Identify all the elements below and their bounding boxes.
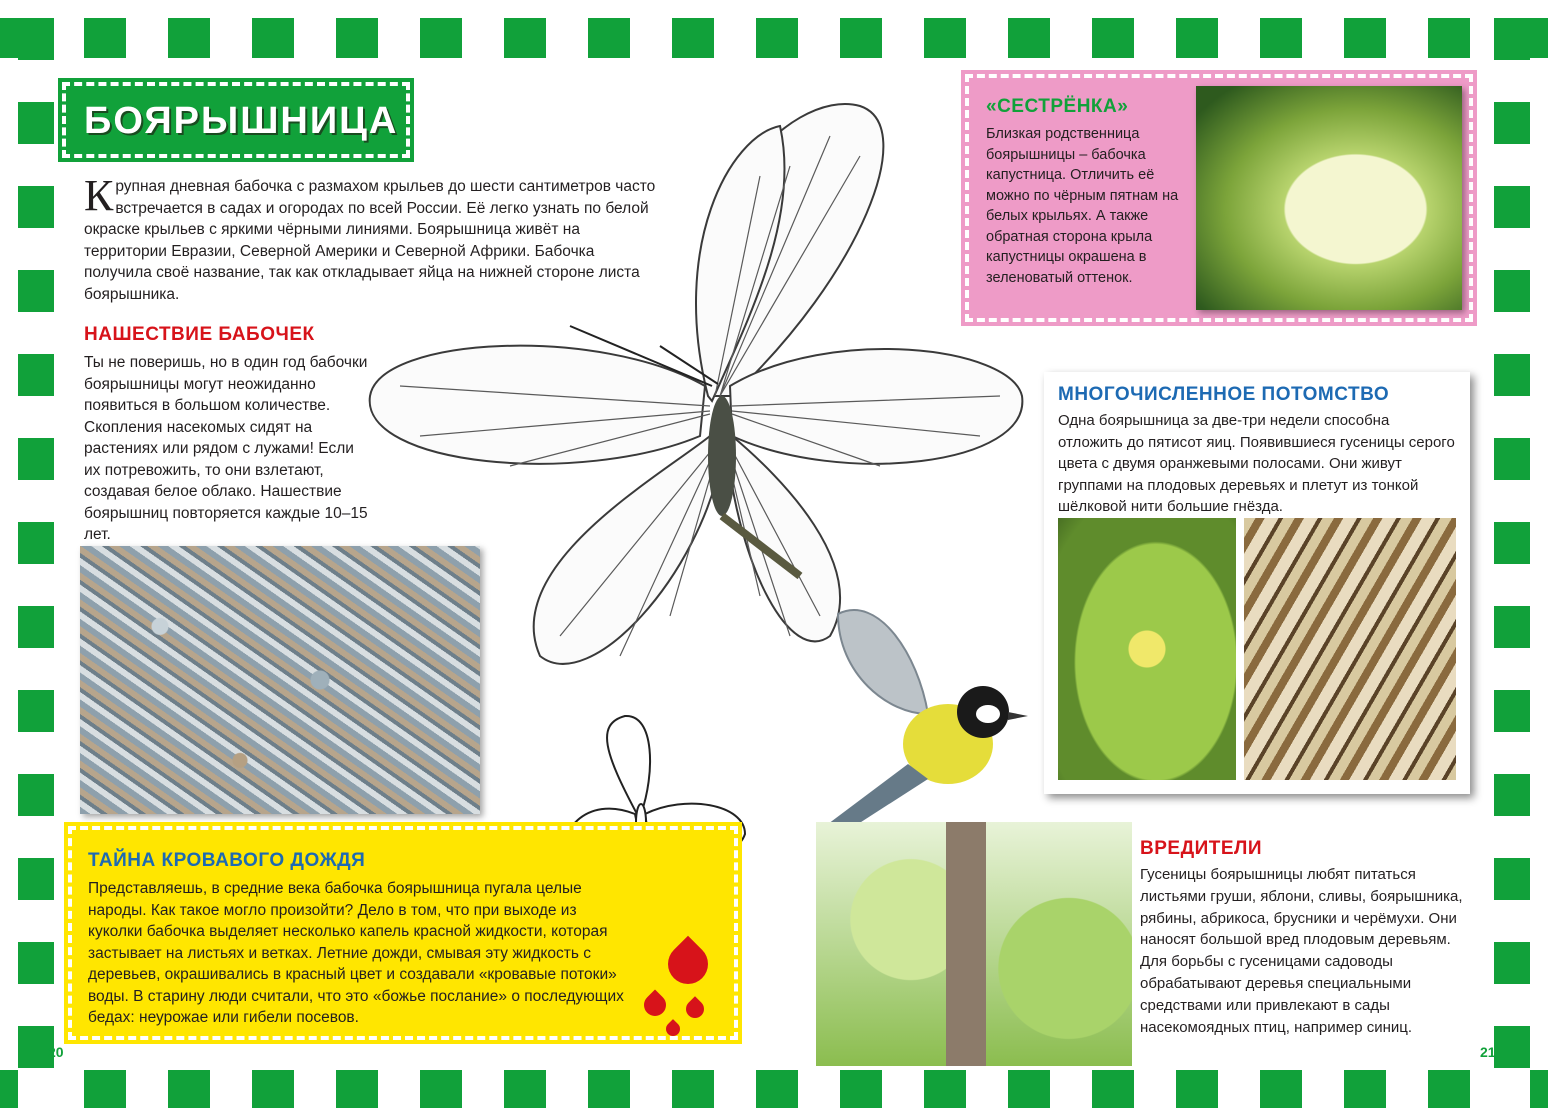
caterpillars-photo xyxy=(1244,518,1456,780)
cabbage-butterfly-photo xyxy=(1196,86,1462,310)
invasion-text: Ты не поверишь, но в один год бабочки боярышницы могут неожиданно появиться в большом количестве. Скопления насекомых сидят на растениях или рядом с лужами! Если их потревожить, то они взлетают, создавая белое облако. Нашествие боярышниц повторяется каждые 10–15 лет. xyxy=(84,354,368,543)
progeny-heading: МНОГОЧИСЛЕННОЕ ПОТОМСТВО xyxy=(1058,384,1390,405)
intro-dropcap: К xyxy=(84,171,114,220)
bird-illustration xyxy=(818,594,1032,834)
blood-rain-text: Представляешь, в средние века бабочка боярышница пугала целые народы. Как такое могло произойти? Дело в том, что при выходе из куколки бабочка выделяет несколько капель красной жидкости, которая застывает на листьях и ветках. Летние дожди, смывая эту жидкость с деревьев, окрашивались в красный цвет и создавали «кровавые потоки» воды. В старину люди считали, что это «божье послание» о последующих бедах: неурожае или гибели посевов. xyxy=(88,880,624,1026)
butterfly-body xyxy=(708,396,736,516)
eggs-on-leaf-photo xyxy=(1058,518,1236,780)
invasion-heading: НАШЕСТВИЕ БАБОЧЕК xyxy=(84,324,315,345)
blood-rain-heading: ТАЙНА КРОВАВОГО ДОЖДЯ xyxy=(88,850,366,871)
sister-text: Близкая родственница боярышницы – бабочка капустница. Отличить её можно по чёрным пятнам на белых крыльях. А также обратная сторона крыла капустницы окрашена в зеленоватый оттенок. xyxy=(986,126,1179,286)
pests-heading: ВРЕДИТЕЛИ xyxy=(1140,838,1263,859)
checker-border-top xyxy=(0,18,1548,58)
pests-text: Гусеницы боярышницы любят питаться листьями груши, яблони, сливы, боярышника, рябины, абрикоса, брусники и черёмухи. Они наносят большой вред плодовым деревьям. Для борьбы с гусеницами садоводы обрабатывают деревья специальными средствами или привлекают в сады насекомоядных птиц, например синиц. xyxy=(1140,866,1463,1036)
page-number-right: 21 xyxy=(1480,1044,1496,1060)
tree-with-caterpillars-photo xyxy=(816,822,1132,1066)
intro-text: рупная дневная бабочка с размахом крыльев до шести сантиметров часто встречается в садах и огородах по всей России. Её легко узнать по белой окраске крыльев с яркими чёрными линиями. Боярышница живёт на территории Евразии, Северной Америки и Северной Африки. Бабочка получила своё название, так как откладывает яйца на нижней стороне листа боярышника. xyxy=(84,178,656,303)
right-hind-wing-top xyxy=(730,349,1022,464)
progeny-text: Одна боярышница за две-три недели способна отложить до пятисот яиц. Появившиеся гусеницы серого цвета с двумя оранжевыми полосами. Они живут группами на плодовых деревьях и плетут из тонкой шёлковой нити большие гнёзда. xyxy=(1058,412,1455,515)
page-number-left: 20 xyxy=(48,1044,64,1060)
title-banner xyxy=(62,82,410,158)
checker-border-right xyxy=(1494,18,1530,1108)
page-title: БОЯРЫШНИЦА xyxy=(84,100,399,142)
sister-heading: «СЕСТРЁНКА» xyxy=(986,96,1129,117)
left-lower-wing xyxy=(534,436,722,664)
checker-border-bottom xyxy=(0,1070,1548,1108)
checker-border-left xyxy=(18,18,54,1108)
left-hind-wing-top xyxy=(370,346,705,464)
